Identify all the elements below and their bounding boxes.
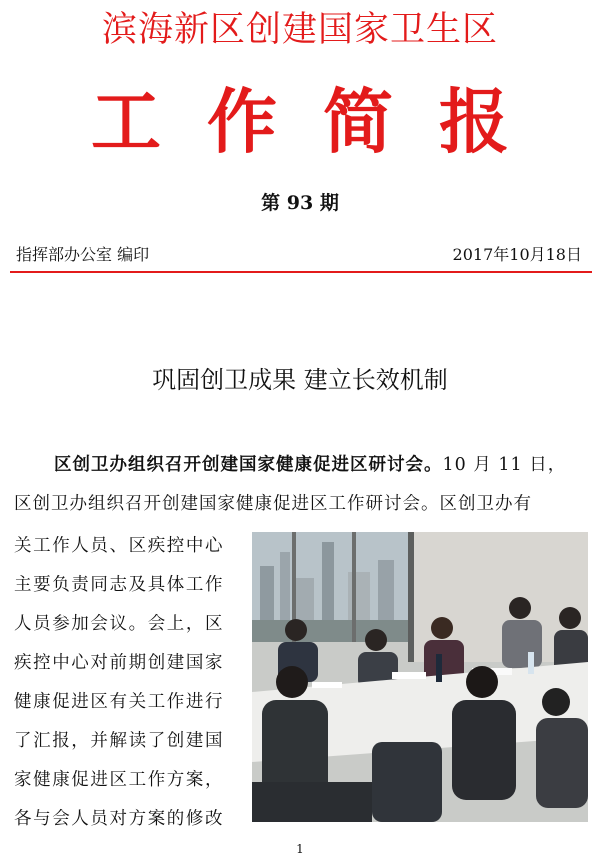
issue-number: 第 93 期 — [261, 192, 339, 214]
paragraph-wrapped-line: 人员参加会议。会上，区 — [14, 614, 225, 634]
paragraph-wrapped-line: 关工作人员、区疾控中心 — [14, 536, 225, 556]
paragraph-wrapped-line: 家健康促进区工作方案， — [14, 770, 225, 790]
paragraph-wrapped-line: 主要负责同志及具体工作 — [14, 575, 225, 595]
paragraph-wrapped-line: 疾控中心对前期创建国家 — [14, 653, 225, 673]
paragraph-wrapped-line: 健康促进区有关工作进行 — [14, 692, 225, 712]
bulletin-org-title: 滨海新区创建国家卫生区 — [101, 10, 498, 50]
paragraph-line-1 — [14, 452, 586, 478]
paragraph-line-2: 区创卫办组织召开创建国家健康促进区工作研讨会。区创卫办有 — [14, 494, 532, 514]
paragraph-lead: 区创卫办组织召开创建国家健康促进区研讨会。 — [54, 455, 443, 475]
meeting-photo — [252, 532, 588, 822]
page-number: 1 — [296, 842, 304, 856]
article-title: 巩固创卫成果 建立长效机制 — [152, 366, 448, 394]
paragraph-wrapped-line: 了汇报，并解读了创建国 — [14, 731, 225, 751]
editor-line: 指挥部办公室 编印 — [16, 245, 150, 264]
bulletin-main-title: 工作简报 — [91, 80, 555, 163]
publish-date: 2017年10月18日 — [452, 245, 582, 264]
red-divider — [10, 271, 592, 273]
paragraph-line-1-tail: 10 月 11 日， — [442, 455, 567, 475]
paragraph-wrapped-line: 各与会人员对方案的修改 — [14, 809, 225, 829]
